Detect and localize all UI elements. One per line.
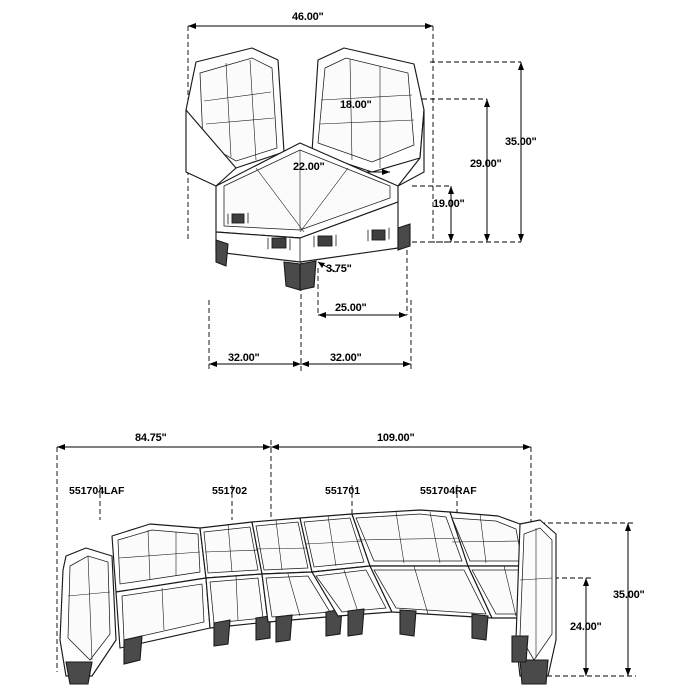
dim-24: 24.00" [570, 621, 602, 633]
dimline-29 [414, 99, 490, 242]
part-551701: 551701 [325, 485, 361, 497]
dim-3-75: 3.75" [326, 263, 352, 275]
dim-19: 19.00" [433, 198, 465, 210]
part-551704RAF: 551704RAF [420, 485, 477, 497]
dim-46: 46.00" [292, 11, 324, 23]
dim-109: 109.00" [377, 432, 415, 444]
dim-35-top: 35.00" [505, 136, 537, 148]
dim-35-bottom: 35.00" [613, 589, 645, 601]
dim-25: 25.00" [335, 302, 367, 314]
dim-84-75: 84.75" [135, 432, 167, 444]
dim-32-right: 32.00" [330, 352, 362, 364]
dim-18: 18.00" [340, 99, 372, 111]
sectional-sofa-illustration [60, 510, 556, 684]
dim-29: 29.00" [470, 158, 502, 170]
dim-22: 22.00" [293, 161, 325, 173]
part-551702: 551702 [212, 485, 248, 497]
part-551704LAF: 551704LAF [69, 485, 125, 497]
dim-32-left: 32.00" [228, 352, 260, 364]
dimline-35-top [430, 62, 524, 242]
